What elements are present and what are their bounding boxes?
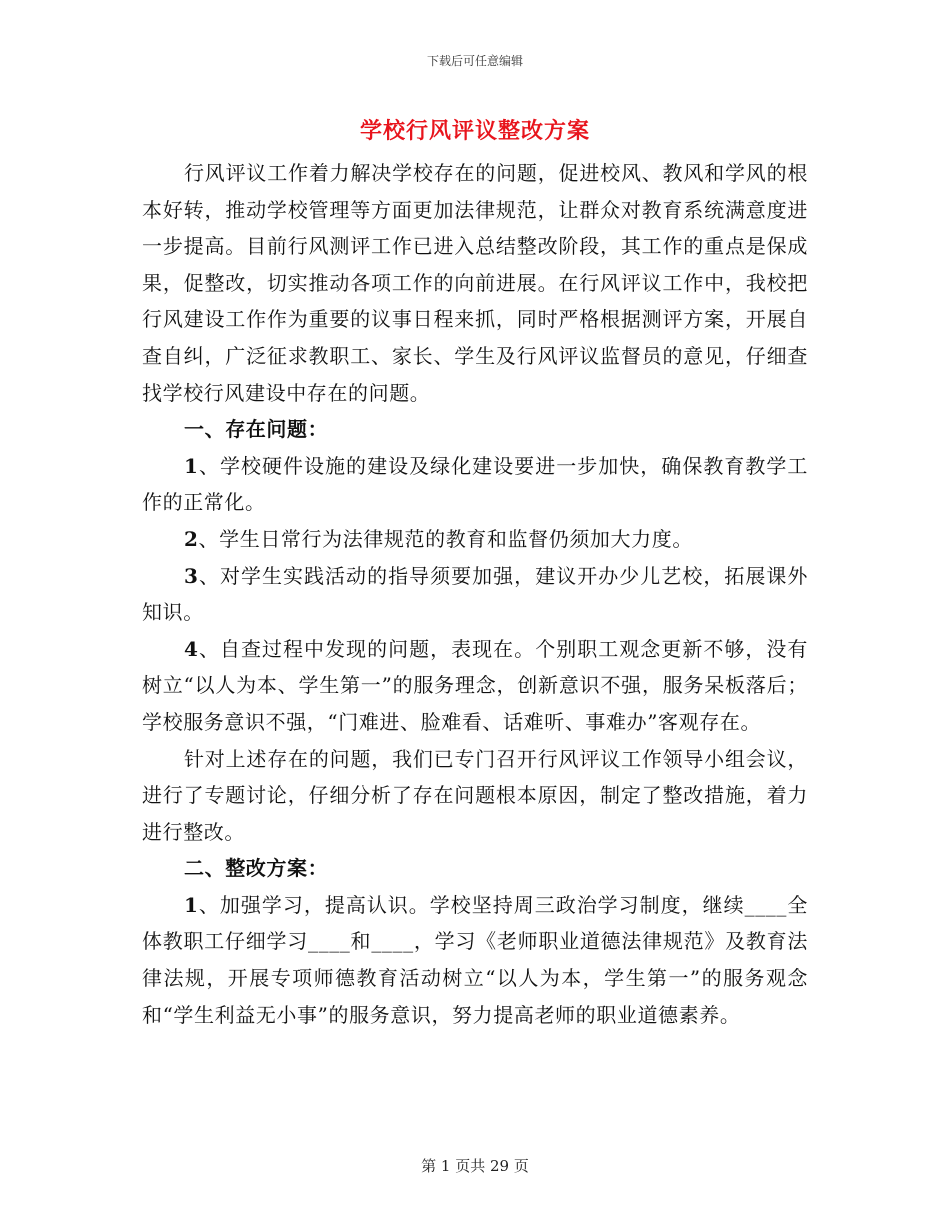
plan-item-number: 1 — [184, 892, 199, 917]
problems-summary-paragraph: 针对上述存在的问题，我们已专门召开行风评议工作领导小组会议，进行了专题讨论，仔细分析了存在问题根本原因，制定了整改措施，着力进行整改。 — [142, 746, 808, 844]
document-title: 学校行风评议整改方案 — [359, 118, 590, 144]
header-note: 下载后可任意编辑 — [426, 54, 523, 68]
document-body — [142, 155, 808, 1033]
problem-item-text: 、自查过程中发现的问题，表现在。个别职工观念更新不够，没有树立“以人为本、学生第一”的服务理念，创新意识不强，服务呆板落后；学校服务意识不强，“门难进、脸难看、话难听、事难办”客观存在。 — [142, 636, 808, 734]
problem-item-text: 、学校硬件设施的建设及绿化建设要进一步加快，确保教育教学工作的正常化。 — [142, 453, 808, 515]
plan-item-text: 、加强学习，提高认识。学校坚持周三政治学习制度，继续____全体教职工仔细学习____和____，学习《老师职业道德法律规范》及教育法律法规，开展专项师德教育活动树立“以人为本，学生第一”的服务观念和“学生利益无小事”的服务意识，努力提高老师的职业道德素养。 — [142, 892, 808, 1027]
problem-item-2 — [142, 521, 808, 558]
problem-item-number: 2 — [184, 526, 199, 551]
section-heading-problems: 一、存在问题： — [184, 417, 329, 442]
problem-item-number: 1 — [184, 453, 199, 478]
intro-paragraph: 行风评议工作着力解决学校存在的问题，促进校风、教风和学风的根本好转，推动学校管理等方面更加法律规范，让群众对教育系统满意度进一步提高。目前行风测评工作已进入总结整改阶段，其工作的重点是保成果，促整改，切实推动各项工作的向前进展。在行风评议工作中，我校把行风建设工作作为重要的议事日程来抓，同时严格根据测评方案，开展自查自纠，广泛征求教职工、家长、学生及行风评议监督员的意见，仔细查找学校行风建设中存在的问题。 — [142, 161, 808, 405]
problem-item-1 — [142, 448, 808, 521]
problem-item-3 — [142, 558, 808, 631]
plan-item-1 — [142, 887, 808, 1033]
problem-item-number: 3 — [184, 563, 199, 588]
problem-item-text: 、对学生实践活动的指导须要加强，建议开办少儿艺校，拓展课外知识。 — [142, 563, 808, 625]
problem-item-4 — [142, 631, 808, 741]
problem-item-text: 、学生日常行为法律规范的教育和监督仍须加大力度。 — [198, 526, 693, 551]
section-heading-plan: 二、整改方案： — [184, 856, 329, 881]
page-number: 第 1 页共 29 页 — [421, 1157, 529, 1175]
problem-item-number: 4 — [184, 636, 199, 661]
